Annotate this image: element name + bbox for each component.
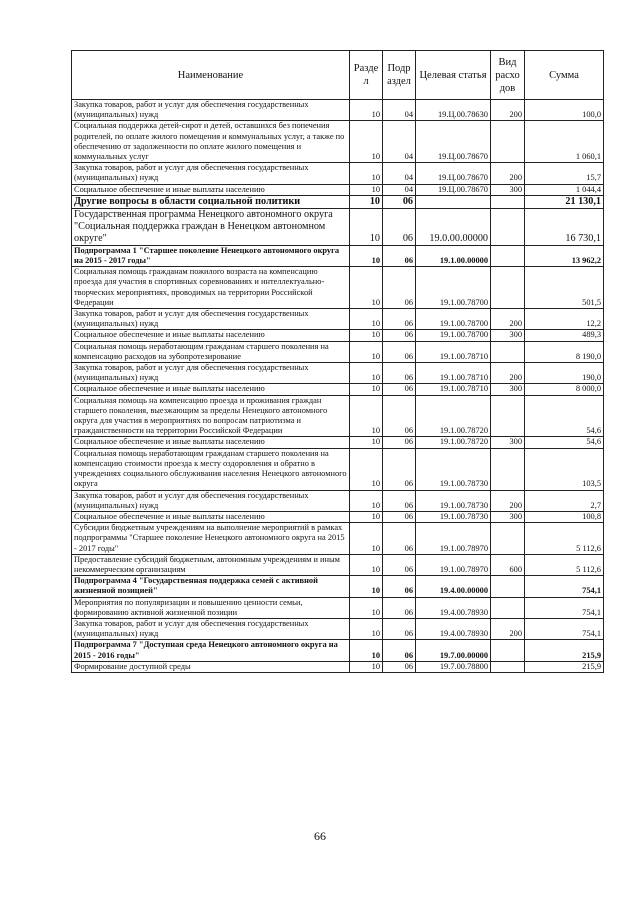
- row-subsection: 06: [383, 523, 416, 555]
- table-row: [72, 245, 604, 266]
- table-row: [72, 640, 604, 661]
- row-name: Подпрограмма 1 "Старшее поколение Ненецкого автономного округа на 2015 - 2017 годы": [72, 245, 350, 266]
- table-row: [72, 384, 604, 395]
- row-name: Социальная поддержка детей-сирот и детей, оставшихся без попечения родителей, по оплате жилого помещения и коммунальных услуг, а также по обеспечению от задолженности по оплате жилого помещения и коммунальных услуг: [72, 121, 350, 163]
- row-subsection: 06: [383, 208, 416, 245]
- row-subsection: 06: [383, 448, 416, 490]
- row-section: 10: [350, 511, 383, 522]
- table-row: [72, 511, 604, 522]
- row-expense-type: [491, 640, 525, 661]
- row-target-article: 19.Ц.00.78670: [416, 163, 491, 184]
- row-subsection: 06: [383, 640, 416, 661]
- row-section: 10: [350, 195, 383, 208]
- row-subsection: 06: [383, 330, 416, 341]
- row-subsection: 06: [383, 554, 416, 575]
- row-sum: 103,5: [525, 448, 604, 490]
- table-row: [72, 195, 604, 208]
- row-section: 10: [350, 640, 383, 661]
- row-section: 10: [350, 490, 383, 511]
- row-name: Социальное обеспечение и иные выплаты населению: [72, 184, 350, 195]
- row-name: Другие вопросы в области социальной политики: [72, 195, 350, 208]
- row-expense-type: 200: [491, 309, 525, 330]
- row-name: Социальная помощь на компенсацию проезда и проживания граждан старшего поколения, выезжающим за пределы Ненецкого автономного округа для участия в мероприятиях по вопросам патриотизма и гражданственности на территории Российской Федерации: [72, 395, 350, 437]
- row-subsection: 06: [383, 267, 416, 309]
- row-target-article: 19.1.00.78700: [416, 267, 491, 309]
- row-name: Закупка товаров, работ и услуг для обеспечения государственных (муниципальных) нужд: [72, 100, 350, 121]
- table-row: [72, 523, 604, 555]
- row-sum: 13 962,2: [525, 245, 604, 266]
- row-expense-type: 300: [491, 511, 525, 522]
- row-section: 10: [350, 100, 383, 121]
- row-target-article: 19.4.00.00000: [416, 576, 491, 597]
- row-target-article: 19.Ц.00.78670: [416, 184, 491, 195]
- row-expense-type: [491, 195, 525, 208]
- row-name: Предоставление субсидий бюджетным, автономным учреждениям и иным некоммерческим организациям: [72, 554, 350, 575]
- row-subsection: 06: [383, 245, 416, 266]
- row-subsection: 06: [383, 511, 416, 522]
- row-expense-type: [491, 121, 525, 163]
- row-section: 10: [350, 384, 383, 395]
- row-name: Социальная помощь неработающим гражданам старшего поколения на компенсацию расходов на зубопротезирование: [72, 341, 350, 362]
- row-expense-type: [491, 341, 525, 362]
- row-expense-type: 200: [491, 490, 525, 511]
- row-subsection: 06: [383, 597, 416, 618]
- row-subsection: 06: [383, 384, 416, 395]
- row-name: Социальная помощь неработающим гражданам старшего поколения на компенсацию стоимости проезда к месту оздоровления и обратно в учреждениях социального обслуживания населения Ненецкого автономного округа: [72, 448, 350, 490]
- table-row: [72, 576, 604, 597]
- row-expense-type: 300: [491, 330, 525, 341]
- row-sum: 8 190,0: [525, 341, 604, 362]
- row-subsection: 04: [383, 121, 416, 163]
- row-sum: 1 060,1: [525, 121, 604, 163]
- row-section: 10: [350, 597, 383, 618]
- table-row: [72, 341, 604, 362]
- row-expense-type: [491, 523, 525, 555]
- row-subsection: 04: [383, 184, 416, 195]
- row-sum: 754,1: [525, 576, 604, 597]
- row-target-article: 19.1.00.78700: [416, 330, 491, 341]
- row-expense-type: 200: [491, 618, 525, 639]
- header-subsection: Подр аздел: [383, 51, 416, 100]
- table-row: [72, 490, 604, 511]
- row-expense-type: [491, 576, 525, 597]
- row-target-article: 19.1.00.78710: [416, 363, 491, 384]
- row-target-article: 19.Ц.00.78670: [416, 121, 491, 163]
- row-subsection: 06: [383, 576, 416, 597]
- table-row: [72, 184, 604, 195]
- row-name: Социальное обеспечение и иные выплаты населению: [72, 437, 350, 448]
- row-target-article: 19.1.00.78720: [416, 395, 491, 437]
- row-target-article: 19.1.00.78970: [416, 554, 491, 575]
- row-sum: 2,7: [525, 490, 604, 511]
- row-target-article: 19.1.00.78720: [416, 437, 491, 448]
- row-sum: 754,1: [525, 597, 604, 618]
- row-name: Социальное обеспечение и иные выплаты населению: [72, 511, 350, 522]
- header-sum: Сумма: [525, 51, 604, 100]
- table-row: [72, 163, 604, 184]
- row-target-article: 19.1.00.78730: [416, 448, 491, 490]
- row-target-article: 19.1.00.78700: [416, 309, 491, 330]
- row-subsection: 06: [383, 490, 416, 511]
- row-target-article: 19.4.00.78930: [416, 597, 491, 618]
- table-header: [72, 51, 604, 100]
- table-row: [72, 661, 604, 672]
- row-section: 10: [350, 554, 383, 575]
- row-section: 10: [350, 395, 383, 437]
- row-sum: 1 044,4: [525, 184, 604, 195]
- table-row: [72, 100, 604, 121]
- row-expense-type: 300: [491, 384, 525, 395]
- row-expense-type: [491, 448, 525, 490]
- header-section: Разде л: [350, 51, 383, 100]
- row-sum: 501,5: [525, 267, 604, 309]
- budget-table-page: [71, 50, 603, 673]
- row-subsection: 06: [383, 618, 416, 639]
- row-target-article: 19.7.00.78800: [416, 661, 491, 672]
- row-name: Социальная помощь гражданам пожилого возраста на компенсацию проезда для участия в спортивных соревнованиях и интеллектуально-творческих мероприятиях, проводимых на территории Российской Федерации: [72, 267, 350, 309]
- row-target-article: 19.1.00.78730: [416, 511, 491, 522]
- row-sum: 54,6: [525, 437, 604, 448]
- row-name: Закупка товаров, работ и услуг для обеспечения государственных (муниципальных) нужд: [72, 309, 350, 330]
- row-sum: 100,0: [525, 100, 604, 121]
- row-sum: 5 112,6: [525, 554, 604, 575]
- row-section: 10: [350, 661, 383, 672]
- row-subsection: 06: [383, 341, 416, 362]
- table-row: [72, 618, 604, 639]
- row-subsection: 06: [383, 363, 416, 384]
- table-row: [72, 208, 604, 245]
- row-target-article: 19.7.00.00000: [416, 640, 491, 661]
- row-name: Социальное обеспечение и иные выплаты населению: [72, 330, 350, 341]
- row-expense-type: [491, 267, 525, 309]
- table-row: [72, 437, 604, 448]
- row-expense-type: 300: [491, 437, 525, 448]
- row-name: Закупка товаров, работ и услуг для обеспечения государственных (муниципальных) нужд: [72, 618, 350, 639]
- row-section: 10: [350, 309, 383, 330]
- row-expense-type: 600: [491, 554, 525, 575]
- row-name: Социальное обеспечение и иные выплаты населению: [72, 384, 350, 395]
- row-subsection: 04: [383, 100, 416, 121]
- row-section: 10: [350, 618, 383, 639]
- row-sum: 54,6: [525, 395, 604, 437]
- row-name: Государственная программа Ненецкого автономного округа "Социальная поддержка граждан в Ненецком автономном округе": [72, 208, 350, 245]
- row-sum: 15,7: [525, 163, 604, 184]
- row-name: Формирование доступной среды: [72, 661, 350, 672]
- row-target-article: [416, 195, 491, 208]
- row-target-article: 19.1.00.00000: [416, 245, 491, 266]
- table-body: [72, 100, 604, 673]
- row-target-article: 19.1.00.78970: [416, 523, 491, 555]
- table-row: [72, 330, 604, 341]
- row-sum: 215,9: [525, 640, 604, 661]
- table-row: [72, 267, 604, 309]
- header-target-article: Целевая статья: [416, 51, 491, 100]
- row-section: 10: [350, 163, 383, 184]
- row-section: 10: [350, 523, 383, 555]
- row-subsection: 06: [383, 661, 416, 672]
- row-sum: 190,0: [525, 363, 604, 384]
- row-section: 10: [350, 363, 383, 384]
- row-section: 10: [350, 576, 383, 597]
- row-section: 10: [350, 184, 383, 195]
- row-expense-type: [491, 661, 525, 672]
- row-section: 10: [350, 208, 383, 245]
- row-subsection: 06: [383, 437, 416, 448]
- row-name: Подпрограмма 4 "Государственная поддержка семей с активной жизненной позицией": [72, 576, 350, 597]
- row-sum: 5 112,6: [525, 523, 604, 555]
- row-section: 10: [350, 341, 383, 362]
- row-name: Закупка товаров, работ и услуг для обеспечения государственных (муниципальных) нужд: [72, 490, 350, 511]
- row-expense-type: 300: [491, 184, 525, 195]
- row-target-article: 19.1.00.78730: [416, 490, 491, 511]
- row-name: Субсидии бюджетным учреждениям на выполнение мероприятий в рамках подпрограммы "Старшее поколение Ненецкого автономного округа на 2015 - 2017 годы": [72, 523, 350, 555]
- row-target-article: 19.1.00.78710: [416, 384, 491, 395]
- row-target-article: 19.Ц.00.78630: [416, 100, 491, 121]
- row-expense-type: [491, 245, 525, 266]
- row-name: Подпрограмма 7 "Доступная среда Ненецкого автономного округа на 2015 - 2016 годы": [72, 640, 350, 661]
- table-row: [72, 554, 604, 575]
- row-section: 10: [350, 437, 383, 448]
- row-section: 10: [350, 330, 383, 341]
- row-sum: 12,2: [525, 309, 604, 330]
- row-target-article: 19.1.00.78710: [416, 341, 491, 362]
- row-expense-type: [491, 597, 525, 618]
- row-name: Закупка товаров, работ и услуг для обеспечения государственных (муниципальных) нужд: [72, 363, 350, 384]
- row-subsection: 06: [383, 195, 416, 208]
- row-subsection: 04: [383, 163, 416, 184]
- row-name: Закупка товаров, работ и услуг для обеспечения государственных (муниципальных) нужд: [72, 163, 350, 184]
- row-sum: 100,8: [525, 511, 604, 522]
- row-sum: 489,3: [525, 330, 604, 341]
- row-section: 10: [350, 121, 383, 163]
- table-row: [72, 448, 604, 490]
- row-section: 10: [350, 245, 383, 266]
- row-sum: 21 130,1: [525, 195, 604, 208]
- row-section: 10: [350, 267, 383, 309]
- header-expense-type: Вид расхо дов: [491, 51, 525, 100]
- row-expense-type: 200: [491, 163, 525, 184]
- row-expense-type: 200: [491, 100, 525, 121]
- table-row: [72, 363, 604, 384]
- row-subsection: 06: [383, 309, 416, 330]
- table-row: [72, 309, 604, 330]
- row-sum: 16 730,1: [525, 208, 604, 245]
- header-name: Наименование: [72, 51, 350, 100]
- budget-table: [71, 50, 604, 673]
- table-row: [72, 395, 604, 437]
- page-number: 66: [314, 829, 326, 843]
- row-sum: 754,1: [525, 618, 604, 639]
- table-row: [72, 121, 604, 163]
- row-name: Мероприятия по популяризации и повышению ценности семьи, формированию активной жизненной позиции: [72, 597, 350, 618]
- row-sum: 8 000,0: [525, 384, 604, 395]
- row-target-article: 19.4.00.78930: [416, 618, 491, 639]
- row-section: 10: [350, 448, 383, 490]
- row-expense-type: 200: [491, 363, 525, 384]
- row-subsection: 06: [383, 395, 416, 437]
- row-expense-type: [491, 395, 525, 437]
- table-row: [72, 597, 604, 618]
- row-target-article: 19.0.00.00000: [416, 208, 491, 245]
- row-sum: 215,9: [525, 661, 604, 672]
- row-expense-type: [491, 208, 525, 245]
